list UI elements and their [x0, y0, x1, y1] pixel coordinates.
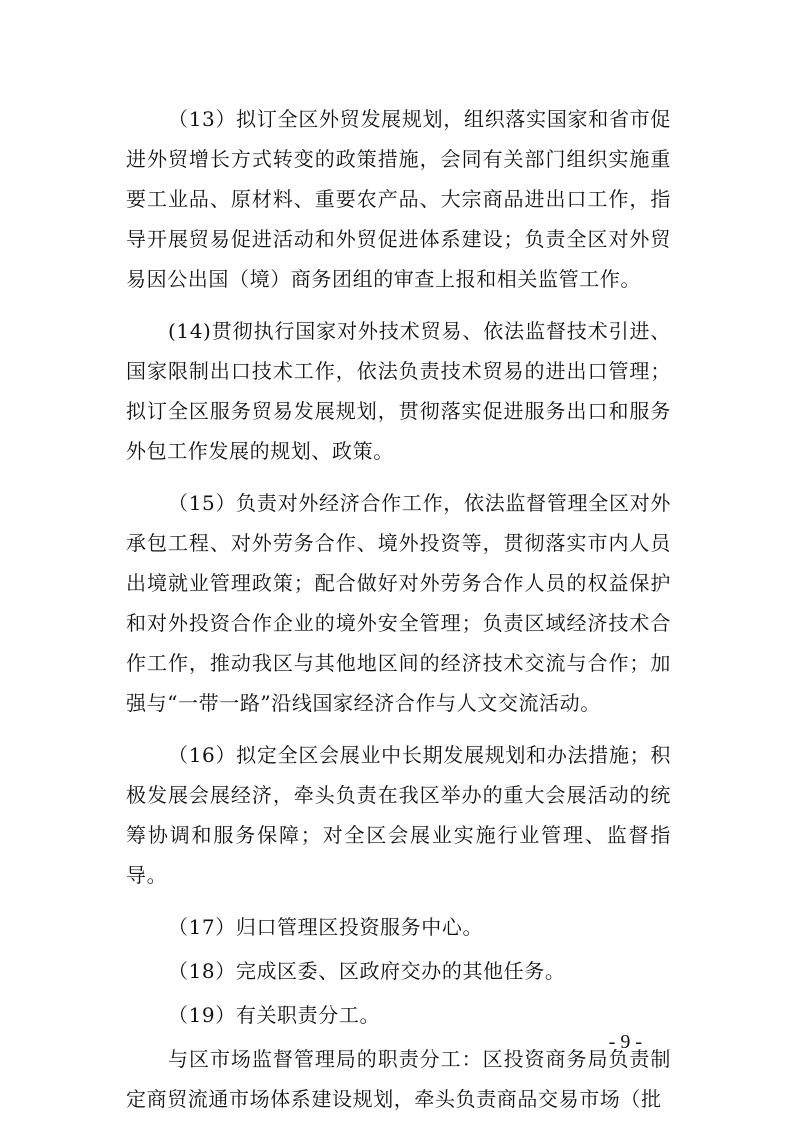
paragraph-division-of-duties: 与区市场监督管理局的职责分工：区投资商务局负责制定商贸流通市场体系建设规划，牵头负责商品交易市场（批: [126, 1047, 671, 1111]
paragraph-19: （19）有关职责分工。: [168, 1003, 381, 1027]
paragraph-18: （18）完成区委、区政府交办的其他任务。: [168, 959, 566, 983]
paragraph-17: （17）归口管理区投资服务中心。: [168, 915, 484, 939]
page-number: - 9 -: [608, 1031, 642, 1053]
paragraph-16: （16）拟定全区会展业中长期发展规划和办法措施；积极发展会展经济，牵头负责在我区举办的重大会展活动的统筹协调和服务保障；对全区会展业实施行业管理、监督指导。: [126, 743, 671, 887]
paragraph-13: （13）拟订全区外贸发展规划，组织落实国家和省市促进外贸增长方式转变的政策措施，会同有关部门组织实施重要工业品、原材料、重要农产品、大宗商品进出口工作，指导开展贸易促进活动和外贸促进体系建设；负责全区对外贸易因公出国（境）商务团组的审查上报和相关监管工作。: [126, 107, 671, 291]
paragraph-15: （15）负责对外经济合作工作，依法监督管理全区对外承包工程、对外劳务合作、境外投资等，贯彻落实市内人员出境就业管理政策；配合做好对外劳务合作人员的权益保护和对外投资合作企业的境外安全管理；负责区域经济技术合作工作，推动我区与其他地区间的经济技术交流与合作；加强与“一带一路”沿线国家经济合作与人文交流活动。: [126, 491, 671, 715]
paragraph-14: (14)贯彻执行国家对外技术贸易、依法监督技术引进、国家限制出口技术工作，依法负责技术贸易的进出口管理；拟订全区服务贸易发展规划，贯彻落实促进服务出口和服务外包工作发展的规划、政策。: [126, 319, 671, 463]
document-body: [126, 99, 671, 1131]
